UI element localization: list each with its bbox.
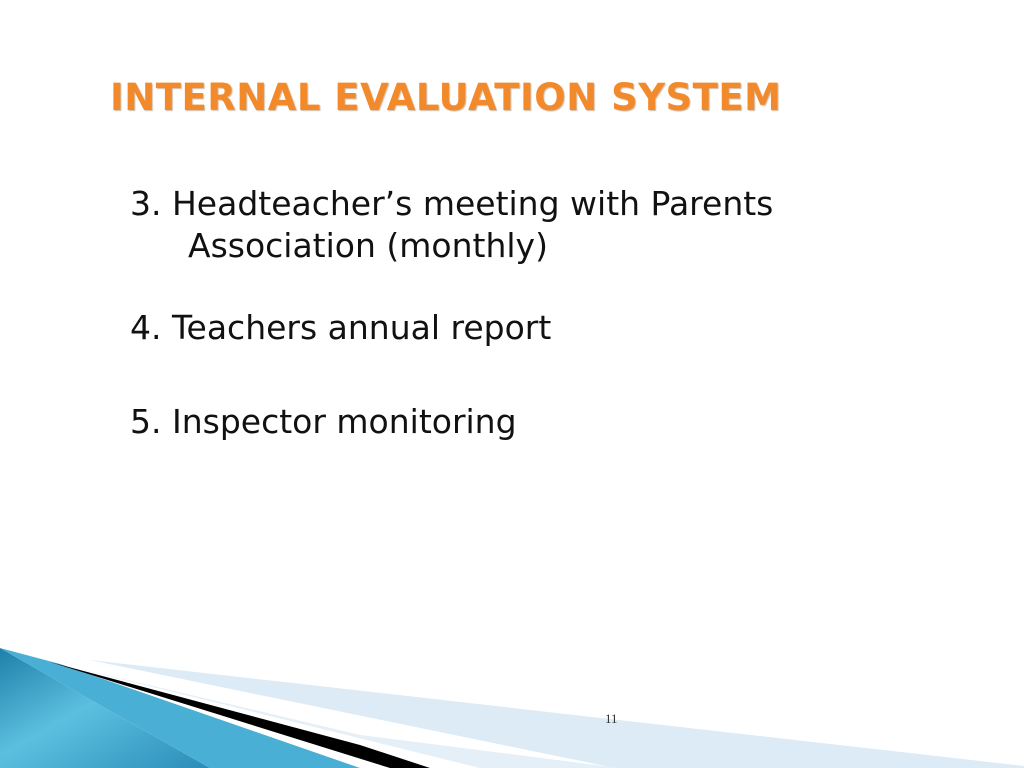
list-item: 4. Teachers annual report bbox=[130, 308, 552, 347]
bullet-list bbox=[130, 183, 890, 483]
page-number: 11 bbox=[605, 711, 618, 726]
slide-title: INTERNAL EVALUATION SYSTEM bbox=[110, 76, 782, 119]
list-item: 5. Inspector monitoring bbox=[130, 402, 517, 441]
list-item: 3. Headteacher’s meeting with Parents Association (monthly) bbox=[130, 184, 774, 265]
